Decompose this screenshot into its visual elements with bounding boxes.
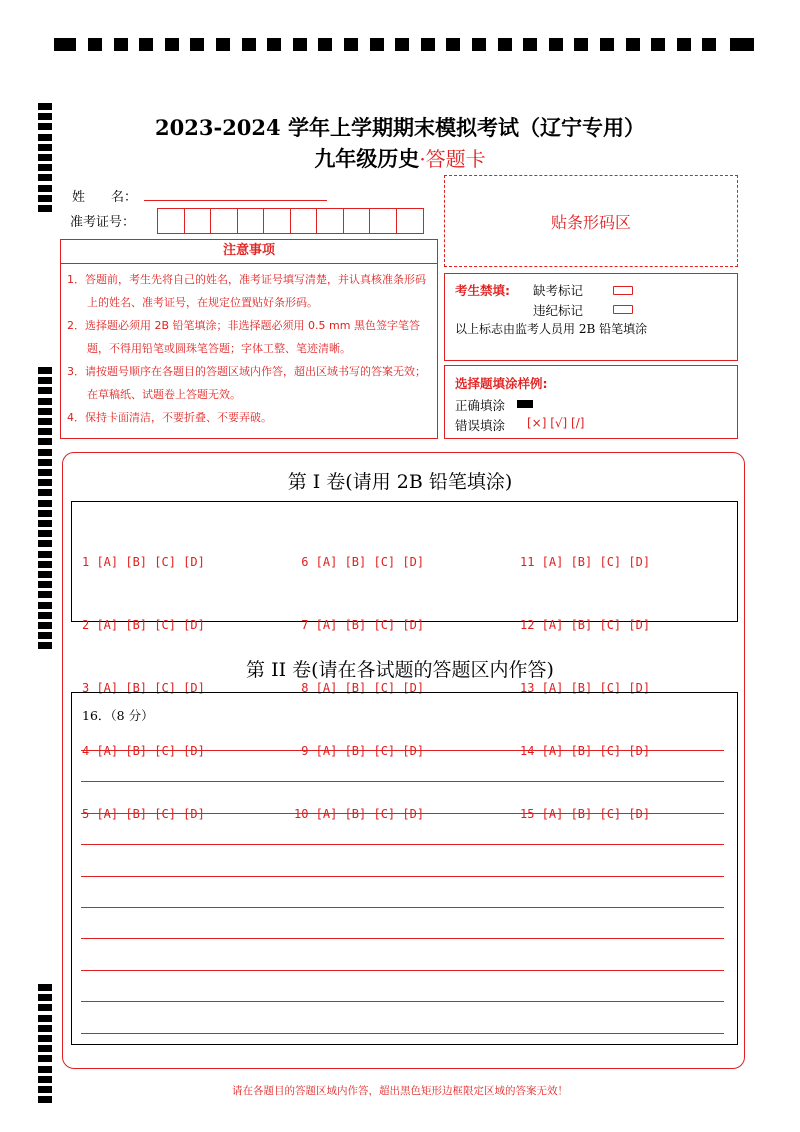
violation-mark-box[interactable]: [613, 305, 633, 314]
card-type: ·答题卡: [419, 147, 486, 171]
timing-mark: [38, 438, 52, 445]
timing-mark: [472, 38, 486, 51]
timing-mark: [38, 994, 52, 1001]
id-digit-box[interactable]: [397, 209, 424, 233]
timing-mark: [38, 418, 52, 425]
timing-mark: [446, 38, 460, 51]
page-subtitle: [0, 143, 800, 173]
timing-mark: [395, 38, 409, 51]
timing-mark: [549, 38, 563, 51]
timing-mark: [293, 38, 307, 51]
timing-mark: [38, 551, 52, 558]
name-field[interactable]: [144, 200, 327, 201]
mc-row[interactable]: 12 [A] [B] [C] [D]: [520, 618, 651, 632]
answer-line[interactable]: [81, 813, 724, 814]
timing-mark: [38, 398, 52, 405]
id-digit-box[interactable]: [158, 209, 185, 233]
timing-mark: [600, 38, 614, 51]
id-digit-box[interactable]: [317, 209, 344, 233]
id-digit-box[interactable]: [238, 209, 265, 233]
timing-mark: [38, 500, 52, 507]
fill-sample-box: [444, 365, 738, 439]
notice-item: 3．请按题号顺序在各题目的答题区域内作答，超出区域书写的答案无效；在草稿纸、试题卷上答题无效。: [67, 365, 426, 401]
question-16-label: 16．（8 分）: [82, 708, 154, 723]
absent-mark-box[interactable]: [613, 286, 633, 295]
timing-mark: [38, 540, 52, 547]
timing-mark: [702, 38, 716, 51]
forbidden-heading: 考生禁填:: [455, 283, 510, 298]
timing-mark: [54, 38, 76, 51]
answer-line[interactable]: [81, 970, 724, 971]
mc-row[interactable]: 8 [A] [B] [C] [D]: [294, 681, 425, 695]
timing-mark: [38, 612, 52, 619]
timing-mark: [38, 561, 52, 568]
timing-mark: [370, 38, 384, 51]
answer-line[interactable]: [81, 750, 724, 751]
footer-warning: 请在各题目的答题区域内作答，超出黑色矩形边框限定区域的答案无效！: [232, 1085, 568, 1097]
page-title: 2023-2024 学年上学期期末模拟考试（辽宁专用）: [155, 115, 645, 140]
timing-mark: [38, 602, 52, 609]
notice-box: [60, 239, 438, 439]
timing-mark: [38, 174, 52, 181]
answer-line[interactable]: [81, 907, 724, 908]
barcode-area[interactable]: [444, 175, 738, 267]
timing-mark: [626, 38, 640, 51]
answer-line[interactable]: [81, 938, 724, 939]
timing-mark: [421, 38, 435, 51]
id-digit-box[interactable]: [211, 209, 238, 233]
timing-mark: [38, 367, 52, 374]
timing-mark: [38, 581, 52, 588]
mc-row[interactable]: 14 [A] [B] [C] [D]: [520, 744, 651, 758]
timing-mark: [38, 1055, 52, 1062]
timing-mark: [88, 38, 102, 51]
barcode-label: 贴条形码区: [550, 212, 631, 232]
mc-row[interactable]: 9 [A] [B] [C] [D]: [294, 744, 425, 758]
timing-mark: [38, 1035, 52, 1042]
timing-mark: [38, 1004, 52, 1011]
timing-mark: [267, 38, 281, 51]
timing-mark: [190, 38, 204, 51]
timing-mark: [38, 205, 52, 212]
timing-mark: [38, 1076, 52, 1083]
timing-mark: [38, 185, 52, 192]
mc-row[interactable]: 11 [A] [B] [C] [D]: [520, 555, 651, 569]
notice-item: 2．选择题必须用 2B 铅笔填涂；非选择题必须用 0.5 mm 黑色签字笔答题，不得用铅笔或圆珠笔答题；字体工整、笔迹清晰。: [67, 319, 420, 355]
mc-row[interactable]: 2 [A] [B] [C] [D]: [82, 618, 205, 632]
id-digit-box[interactable]: [370, 209, 397, 233]
timing-mark: [38, 377, 52, 384]
correct-fill-label: 正确填涂: [455, 398, 506, 413]
answer-line[interactable]: [81, 876, 724, 877]
id-digit-box[interactable]: [291, 209, 318, 233]
examiner-only-box: [444, 273, 738, 361]
timing-mark: [38, 632, 52, 639]
timing-mark: [38, 195, 52, 202]
timing-mark: [139, 38, 153, 51]
timing-mark: [38, 622, 52, 629]
part2-title: 第 II 卷(请在各试题的答题区内作答): [246, 659, 554, 681]
mc-row[interactable]: 10 [A] [B] [C] [D]: [294, 807, 425, 821]
timing-mark: [38, 459, 52, 466]
timing-mark: [38, 530, 52, 537]
exam-id-grid[interactable]: [157, 208, 424, 234]
timing-mark: [165, 38, 179, 51]
id-digit-box[interactable]: [185, 209, 212, 233]
question-16-box: [71, 692, 738, 1045]
timing-mark: [38, 1045, 52, 1052]
timing-mark: [730, 38, 754, 51]
timing-mark: [216, 38, 230, 51]
absent-label: 缺考标记: [533, 283, 584, 298]
mc-row[interactable]: 4 [A] [B] [C] [D]: [82, 744, 205, 758]
answer-line[interactable]: [81, 844, 724, 845]
timing-mark: [242, 38, 256, 51]
top-timing-marks: [54, 38, 754, 51]
timing-mark: [318, 38, 332, 51]
part1-title: 第 I 卷(请用 2B 铅笔填涂): [287, 471, 513, 493]
timing-mark: [344, 38, 358, 51]
mc-row[interactable]: 3 [A] [B] [C] [D]: [82, 681, 205, 695]
forbidden-note: 以上标志由监考人员用 2B 铅笔填涂: [455, 322, 648, 336]
answer-line[interactable]: [81, 781, 724, 782]
timing-mark: [38, 591, 52, 598]
timing-mark: [38, 984, 52, 991]
timing-mark: [38, 449, 52, 456]
timing-mark: [38, 103, 52, 110]
id-digit-box[interactable]: [264, 209, 291, 233]
timing-mark: [38, 520, 52, 527]
timing-mark: [574, 38, 588, 51]
id-label: 准考证号：: [70, 215, 136, 230]
notice-list: [67, 268, 431, 429]
answer-line[interactable]: [81, 1001, 724, 1002]
mc-row[interactable]: 5 [A] [B] [C] [D]: [82, 807, 205, 821]
timing-mark: [38, 1015, 52, 1022]
timing-mark: [498, 38, 512, 51]
timing-mark: [38, 1066, 52, 1073]
notice-item: 4．保持卡面清洁，不要折叠、不要弄破。: [67, 411, 272, 424]
timing-mark: [523, 38, 537, 51]
answer-line[interactable]: [81, 1033, 724, 1034]
sample-heading: 选择题填涂样例:: [455, 376, 548, 391]
id-digit-box[interactable]: [344, 209, 371, 233]
notice-item: 1．答题前，考生先将自己的姓名，准考证号填写清楚，并认真核准条形码上的姓名、准考证号，在规定位置贴好条形码。: [67, 273, 426, 309]
wrong-fill-samples: [×] [√] [/]: [527, 416, 585, 430]
notice-heading: 注意事项: [61, 240, 437, 264]
timing-mark: [38, 428, 52, 435]
wrong-fill-label: 错误填涂: [455, 418, 506, 433]
timing-mark: [38, 1025, 52, 1032]
timing-mark: [38, 387, 52, 394]
timing-mark: [38, 408, 52, 415]
timing-mark: [38, 571, 52, 578]
mc-row[interactable]: 13 [A] [B] [C] [D]: [520, 681, 651, 695]
correct-fill-sample: [517, 400, 533, 408]
mc-row[interactable]: 15 [A] [B] [C] [D]: [520, 807, 651, 821]
subject-title: 九年级历史: [314, 146, 420, 171]
timing-mark: [651, 38, 665, 51]
violation-label: 违纪标记: [533, 303, 584, 318]
mc-row[interactable]: 7 [A] [B] [C] [D]: [294, 618, 425, 632]
timing-mark: [38, 642, 52, 649]
timing-mark: [114, 38, 128, 51]
name-label: 姓 名：: [72, 190, 138, 205]
timing-mark: [677, 38, 691, 51]
mc-row[interactable]: 6 [A] [B] [C] [D]: [294, 555, 425, 569]
mc-row[interactable]: 1 [A] [B] [C] [D]: [82, 555, 205, 569]
timing-mark: [38, 510, 52, 517]
